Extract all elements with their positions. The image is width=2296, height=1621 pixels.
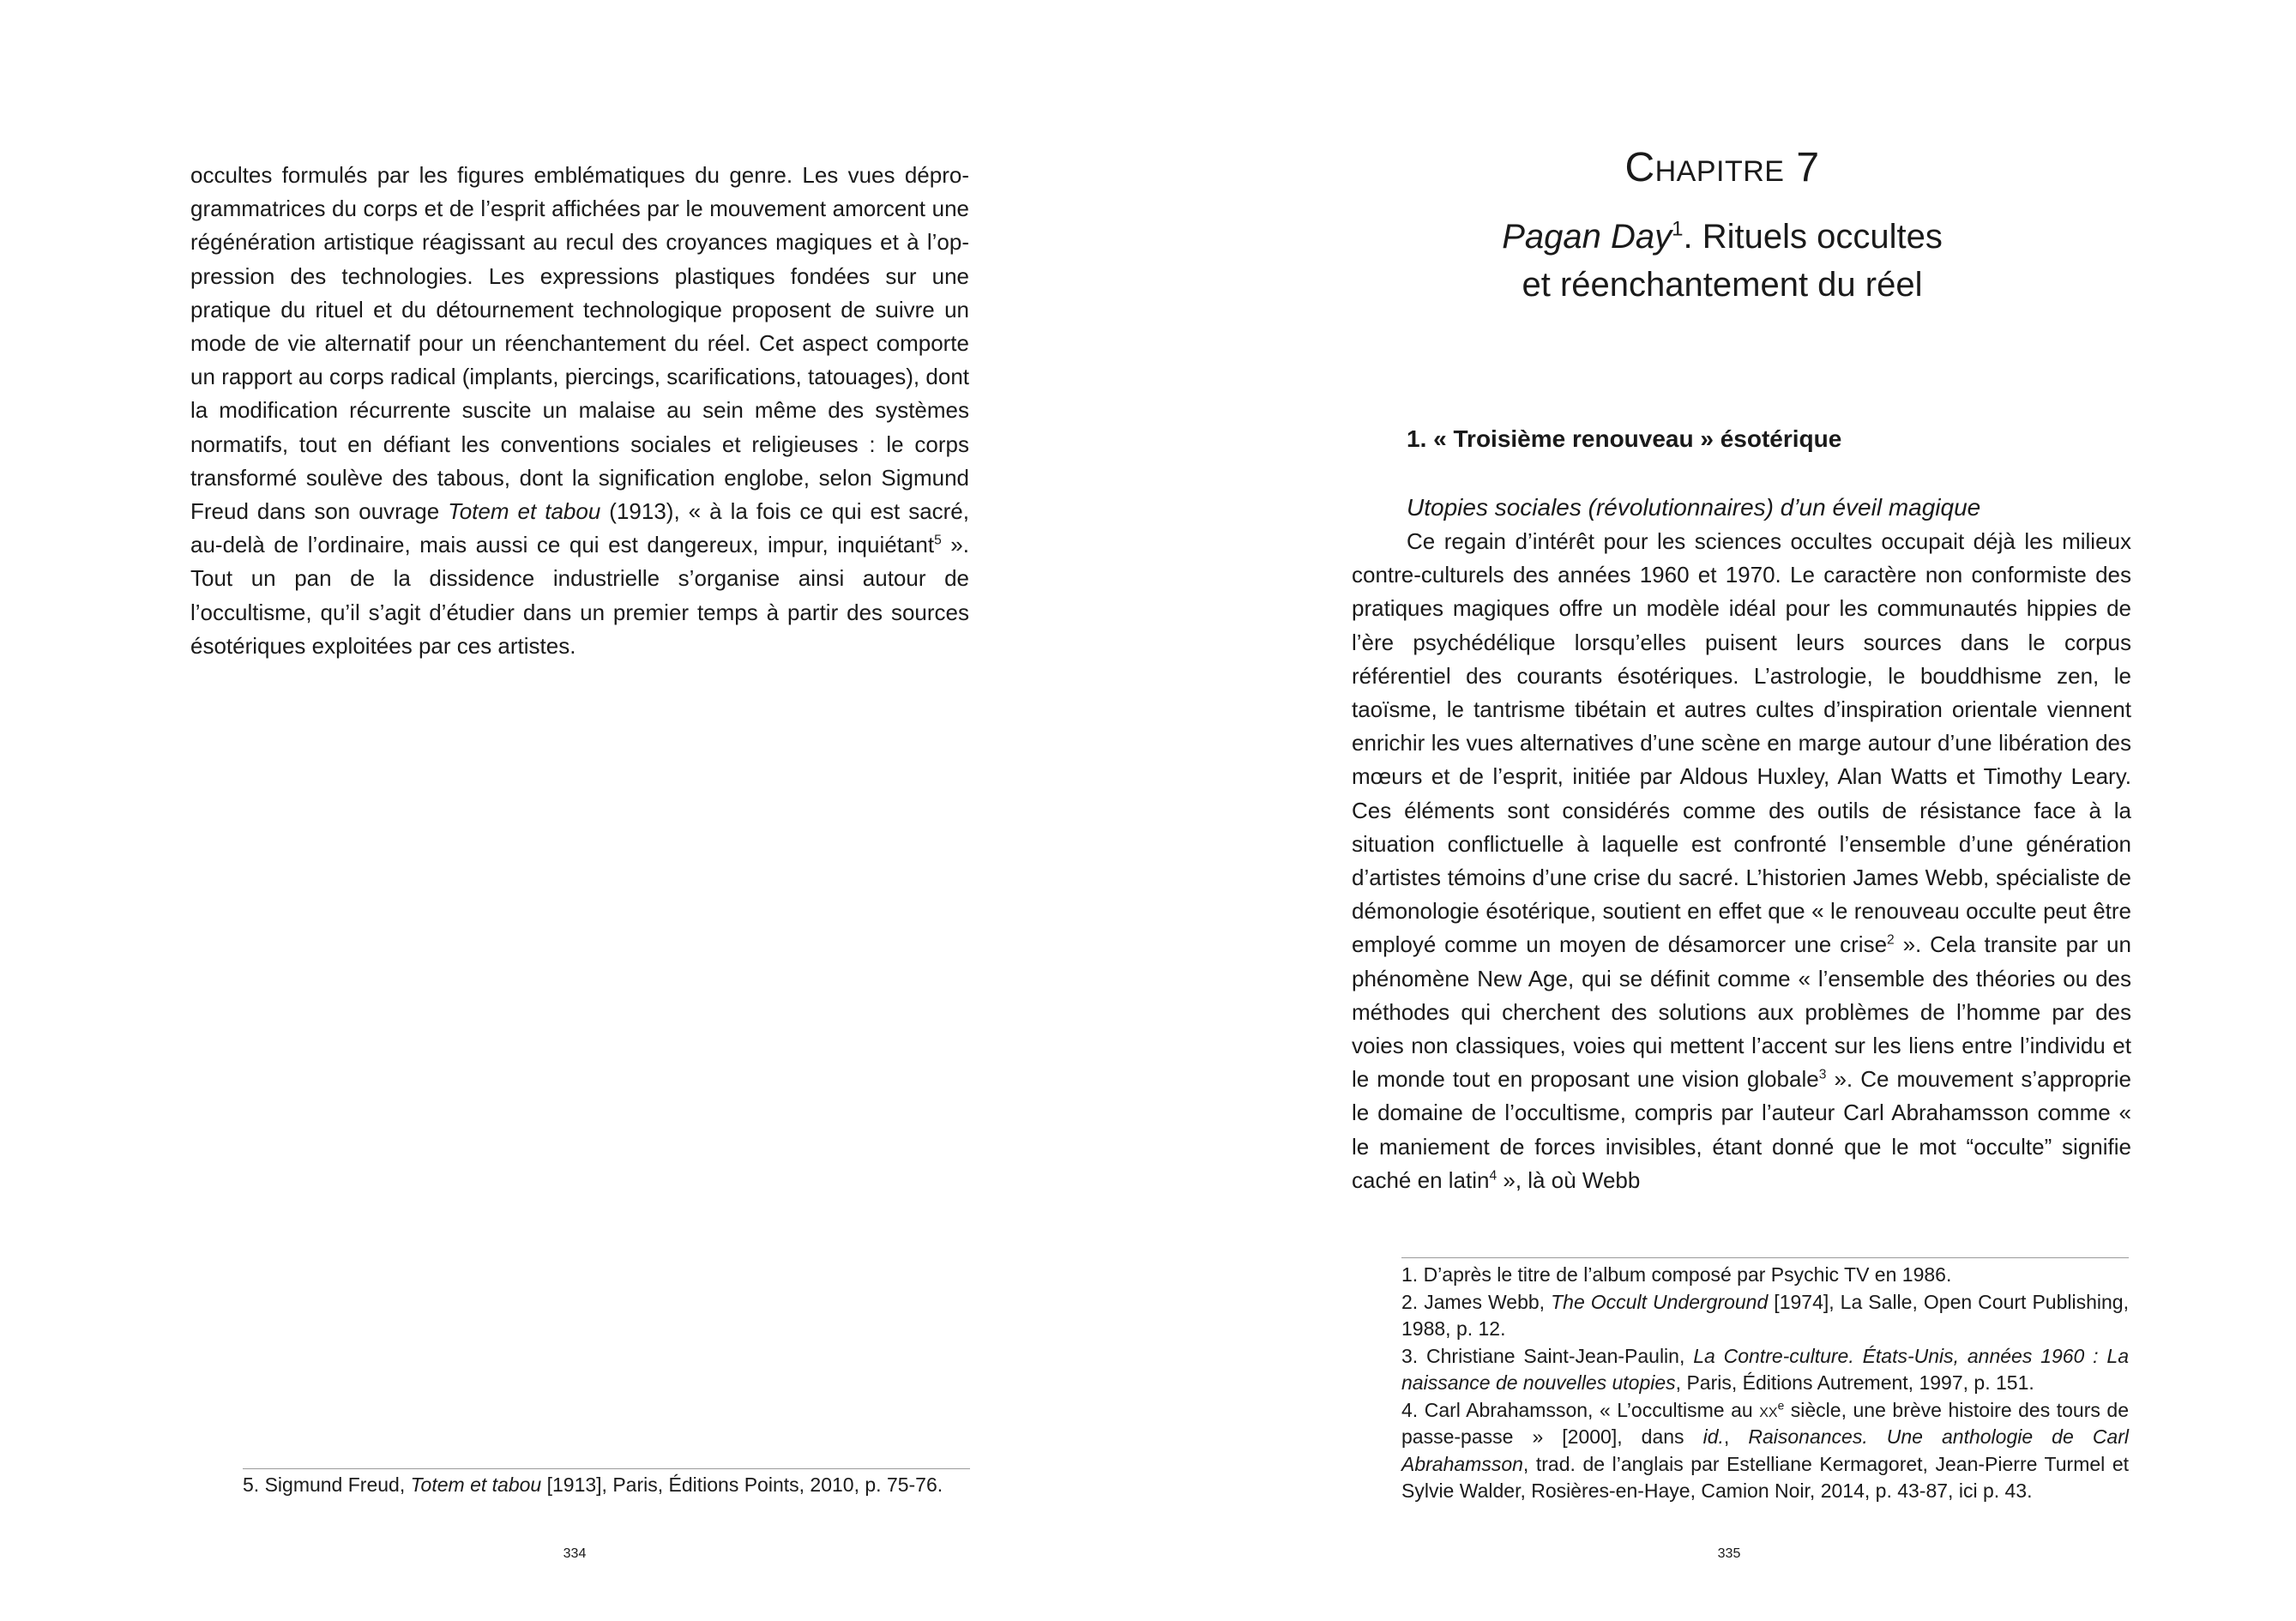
footnote-divider-right [1401,1257,2129,1258]
chapter-title [1148,213,2296,309]
footnote-ref-2: 2 [1887,932,1895,948]
body-paragraph: occultes formulés par les figures emblématiques du genre. Les vues déprogrammatrices du corps et de l’esprit affichées par le mouvement amorcent une régénération artistique réagissant au recul des croyances magiques et à l’oppression des technologies. Les expressions plastiques fondées sur une pratique du rituel et du détournement technologique proposent de suivre un mode de vie alternatif pour un réenchantement du réel. Cet aspect comporte un rapport au corps radical (implants, piercings, scarifications, tatouages), dont la modification récurrente suscite un malaise au sein même des systèmes normatifs, tout en défiant les conventions sociales et religieuses : le corps transformé soulève des tabous, dont la signification englobe, selon Sigmund Freud dans son ouvrage Totem et tabou (1913), « à la fois ce qui est sacré, au-delà de l’ordinaire, mais aussi ce qui est dangereux, impur, inquiétant$^5$ ». Tout un pan de la dissidence industrielle s’organise ainsi autour de l’occultisme, qu’il s’agit d’étudier dans un premier temps à partir des sources ésotériques exploitées par ces artistes. [190,162,969,659]
footnote-5: 5. Sigmund Freud, Totem et tabou [1913], Paris, Éditions Points, 2010, p. 75-76. [243,1473,943,1496]
chapter-title-line-1: Pagan Day$^1$. Rituels occultes [1502,217,1943,256]
right-page-body [1352,525,2131,1197]
footnote-ref-4: 4 [1489,1168,1498,1184]
body-paragraph: Ce regain d’intérêt pour les sciences occultes occupait déjà les milieux contre-culturels des années 1960 et 1970. Le caractère non conformiste des pratiques magiques offre un modèle idéal pour les communautés hippies de l’ère psychédélique lorsqu’elles puisent leurs sources dans le corpus référentiel des courants ésotériques. L’astrologie, le bouddhisme zen, le taoïsme, le tantrisme tibétain et autres cultes d’inspiration orientale viennent enrichir les vues alternatives d’une scène en marge autour d’une libération des mœurs et de l’esprit, initiée par Aldous Huxley, Alan Watts et Timothy Leary. Ces éléments sont considérés comme des outils de résistance face à la situation conflictuelle à laquelle est confronté l’ensemble d’une génération d’artistes témoins d’une crise du sacré. L’historien James Webb, spécialiste de démonologie ésotérique, soutient en effet que « le renouveau occulte peut être employé comme un moyen de désamorcer une crise$^2$ ». Cela transite par un phénomène New Age, qui se définit comme « l’ensemble des théories ou des méthodes qui cherchent des solutions aux problèmes de l’homme par des voies non classiques, voies qui mettent l’accent sur les liens entre l’individu et le monde tout en proposant une vision globale$^3$ ». Ce mouvement s’approprie le domaine de l’occultisme, compris par l’auteur Carl Abrahamsson comme « le maniement de forces invisibles, étant donné que le mot “occulte” signifie caché en latin$^4$ », là où Webb [1352,528,2131,1193]
page-number-left: 334 [563,1546,587,1561]
footnote-ref-3: 3 [1818,1067,1827,1082]
footnote-1: 1. D’après le titre de l’album composé par Psychic TV en 1986. [1401,1263,1952,1286]
page-number-right: 335 [1717,1546,1741,1561]
subsection-heading: Utopies sociales (révolutionnaires) d’un éveil magique [1407,494,1981,521]
footnote-ref-5: 5 [934,533,942,548]
left-page-body [190,159,969,663]
chapter-label: Chapitre 7 [1624,145,1820,190]
footnotes-right [1401,1262,2129,1505]
section-heading: 1. « Troisième renouveau » ésotérique [1407,425,1842,452]
footnote-ref-1: 1 [1672,217,1684,241]
footnote-divider-left [243,1468,970,1469]
footnote-3: 3. Christiane Saint-Jean-Paulin, La Contre-culture. États-Unis, années 1960 : La naissance de nouvelles utopies, Paris, Éditions Autrement, 1997, p. 151. [1401,1344,2129,1394]
footnote-4: 4. Carl Abrahamsson, « L’occultisme au $xx^e$ siècle, une brève histoire des tours de passe-passe » [2000], dans id., Raisonances. Une anthologie de Carl Abrahamsson, trad. de l’anglais par Estelliane Kermagoret, Jean-Pierre Turmel et Sylvie Walder, Rosières-en-Haye, Camion Noir, 2014, p. 43-87, ici p. 43. [1401,1398,2129,1502]
footnote-2: 2. James Webb, The Occult Underground [1974], La Salle, Open Court Publishing, 1988, p. 12. [1401,1290,2129,1340]
chapter-title-line-2: et réenchantement du réel [1522,266,1923,304]
